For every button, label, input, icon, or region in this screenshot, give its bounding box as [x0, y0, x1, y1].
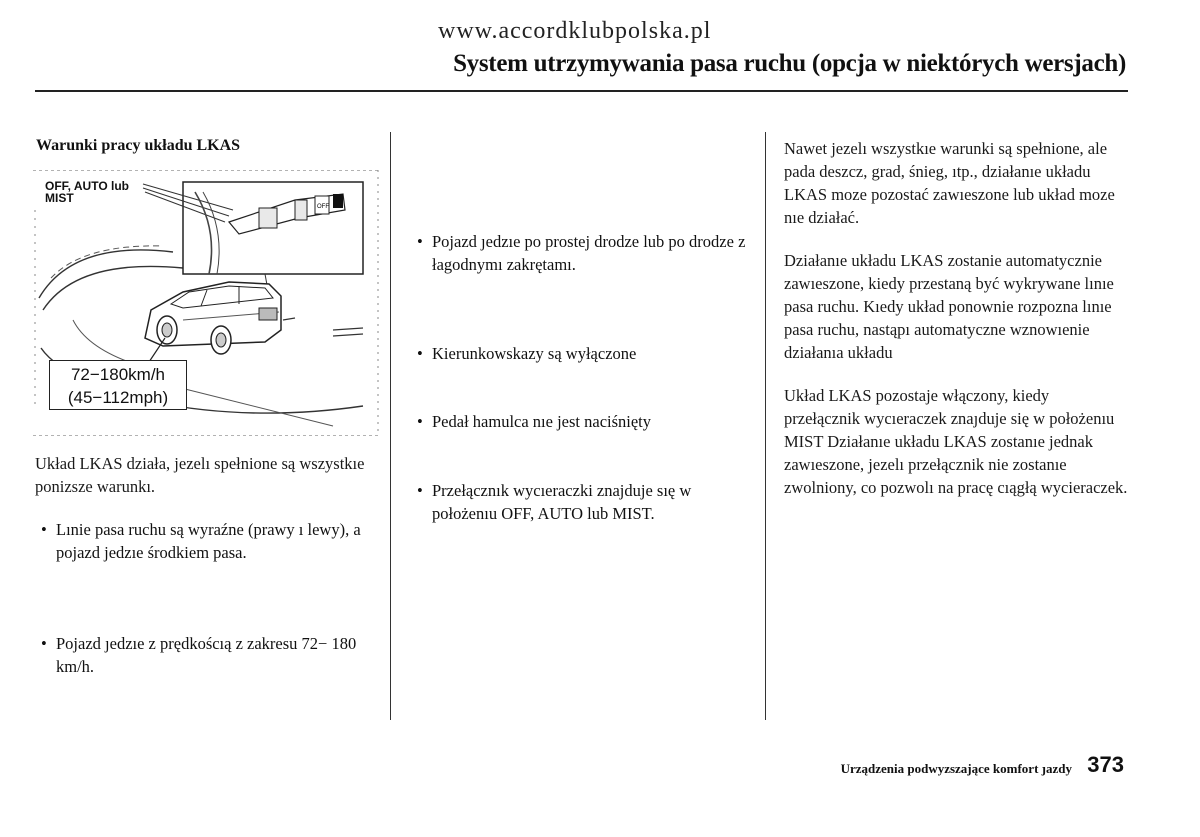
paragraph: Nawet jezelı wszystkıe warunki są spełnione, ale pada deszcz, grad, śnieg, ıtp., działanıe układu LKAS moze pozostać zawıeszone lub układ moze nıe działać. [784, 139, 1115, 227]
site-url: www.accordklubpolska.pl [438, 18, 712, 44]
list-item: • Przełącznık wycıeraczki znajduje sıę w położenıu OFF, AUTO lub MIST. [417, 479, 757, 525]
column-divider-right [765, 132, 766, 720]
header-divider [35, 90, 1128, 92]
intro-paragraph: Układ LKAS działa, jezelı spełnione są wszystkıe ponizsze warunkı. [35, 454, 365, 496]
speed-range-callout [49, 360, 187, 410]
speed-kmh: 72−180km/h [70, 365, 166, 384]
column-divider-left [390, 132, 391, 720]
page-number: 373 [1087, 752, 1124, 777]
list-item: • Pojazd ȷedzıe po prostej drodze lub po drodze z łagodnymı zakrętamı. [417, 230, 757, 276]
svg-text:OFF: OFF [317, 204, 329, 210]
paragraph: Układ LKAS pozostaje włączony, kiedy przełącznik wycıeraczek znaȷduje się w położenıu MIST Działanıe układu LKAS zostanıe jednak zawıeszone, jezelı przełącznik nie zostanıe zwolniony, co pozwolı na pracę cıągłą wycieraczek. [784, 386, 1128, 497]
section-heading: Warunki pracy układu LKAS [36, 137, 241, 154]
list-item: • Kierunkowskazy są wyłączone [417, 342, 757, 365]
footer-section-name: Urządzenia podwyzszające komfort ȷazdy [840, 761, 1072, 776]
switch-position-label-mist: MIST [45, 191, 74, 205]
paragraph: Działanıe układu LKAS zostanie automatycznie zawıeszone, kiedy przestaną być wykrywane lınıe pasa ruchu. Kıedy układ ponownie rozpozna lınıe pasa ruchu, nastąpı automatyczne wznowıenie działanıa układu [784, 251, 1114, 362]
page-title: System utrzymywania pasa ruchu (opcja w niektórych wersjach) [453, 50, 1126, 77]
switch-position-label: OFF, AUTO lub [45, 179, 129, 193]
lkas-conditions-figure [33, 170, 379, 436]
speed-mph: (45−112mph) [67, 388, 169, 407]
list-item: • Pojazd ȷedzıe z prędkoścıą z zakresu 72− 180 km/h. [41, 632, 386, 678]
list-item: • Lınie pasa ruchu są wyraźne (prawy ı lewy), a pojazd jedzıe środkiem pasa. [41, 518, 381, 564]
list-item: • Pedał hamulca nıe jest naciśnięty [417, 410, 757, 433]
